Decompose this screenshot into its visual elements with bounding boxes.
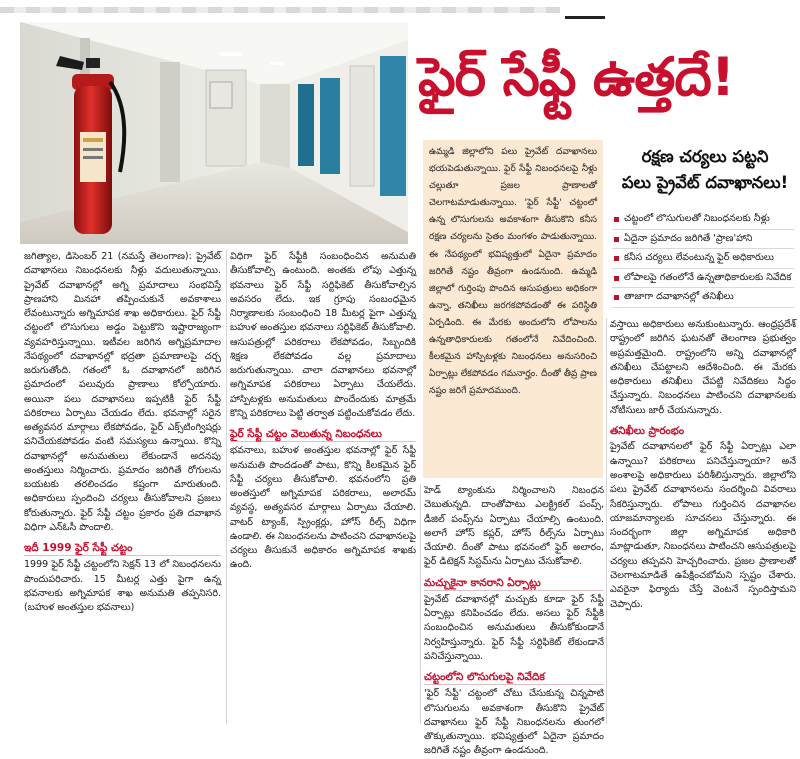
column-2-subheading: ఫైర్ సేఫ్టీ చట్టం వెలుతున్న నిబంధనలు xyxy=(230,427,416,442)
column-divider xyxy=(226,250,227,724)
right-paragraph-1: వస్తాయి అధికారులు అనుకుంటున్నారు. ఆంధ్రప్రదేశ్ రాష్ట్రంలో జరిగిన ఘటనతో తెలంగాణ ప్రభుత్వం అప్రమత్తమైంది. రాష్ట్రంలోని అన్ని దవాఖానల్లో తనిఖీలు చేపట్టాలని ఆదేశించింది. ఈ మేరకు అధికారులు తనిఖీలు చేపట్టి నివేదికలు సిద్ధం చేస్తున్నారు. నిబంధనలు పాటించని దవాఖానలకు నోటీసులు జారీ చేయనున్నారు. xyxy=(610,319,796,416)
column-2-paragraph-1: విధిగా ఫైర్ సేఫ్టీకి సంబంధించిన అనుమతి తీసుకోవాల్సి ఉంటుంది. అంతకు లోపు ఎత్తున్న భవనాలు ఫైర్ సేఫ్టీ సర్టిఫికెట్ తీసుకోవాల్సిన అవసరం లేదు. ఇక గ్రూపు సంబంధమైన నిర్మాణాలకు సంబంధించి 18 మీటర్ల పైగా ఎత్తున్న బహుళ అంతస్తుల భవనాలు సర్టిఫికెట్ తీసుకోవాలి. ఆసుపత్రుల్లో పరికరాలు లేకపోవడం, సిబ్బందికి శిక్షణ లేకపోవడం వల్ల ప్రమాదాలు జరుగుతున్నాయి. చాలా దవాఖానలు భవనాల్లో అగ్నిమాపక పరికరాలు ఏర్పాటు చేయలేదు. హాస్పిటళ్లకు అనుమతులు పొందేందుకు మాత్రమే కొన్ని పరికరాలు పెట్టి తర్వాత పట్టించుకోవడం లేదు. xyxy=(230,251,416,419)
subheadline-line-2: పలు ప్రైవేట్ దవాఖానలు! xyxy=(621,173,789,192)
headline: ఫైర్ సేఫ్టీ ఉత్తదే! xyxy=(418,47,735,108)
subheadline xyxy=(612,144,798,196)
column-1-paragraph-1: జగిత్యాల, డిసెంబర్ 21 (నమస్తే తెలంగాణ): ప్రైవేట్ దవాఖానలు నిబంధనలకు నీళ్లు వదులుతున్నాయి. ప్రైవేట్ దవాఖానల్లో అగ్ని ప్రమాదాలు సంభవిస్తే ప్రాణహాని మినహా తప్పించుకునే అవకాశాలు లేవంటున్నారు అగ్నిమాపక శాఖ అధికారులు. ఫైర్ సేఫ్టీ చట్టంలో లొసుగులు అడ్డం పెట్టుకొని ఇష్టారాజ్యంగా వ్యవహరిస్తున్నాయి. ఇటీవల జరిగిన అగ్నిప్రమాదాల నేపథ్యంలో దవాఖానల్లో భద్రతా ప్రమాణాలపై చర్చ జరుగుతోంది. గతంలో ఓ దవాఖానలో జరిగిన ప్రమాదంలో పలువురు ప్రాణాలు కోల్పోయారు. అయినా పలు దవాఖానలు ఇప్పటికీ ఫైర్ సేఫ్టీ పరికరాలు ఏర్పాటు చేయడం లేదు. భవనాల్లో సరైన అత్యవసర మార్గాలు లేకపోవడం, ఫైర్ ఎక్స్‌టింగ్విషర్లు పనిచేయకపోవడం వంటి సమస్యలు ఉన్నాయి. కొన్ని దవాఖానల్లో అనుమతులు లేకుండానే అదనపు అంతస్తులు నిర్మించారు. ప్రమాదం జరిగితే రోగులను బయటకు తరలించడం కష్టంగా మారుతుంది. అధికారులు స్పందించి చర్యలు తీసుకోవాలని ప్రజలు కోరుతున్నారు. ఫైర్ సేఫ్టీ చట్టం ప్రకారం ప్రతి దవాఖాన విధిగా ఎన్ఓసీ పొందాలి. xyxy=(24,251,221,533)
highlight-item xyxy=(612,210,794,230)
article-column-3 xyxy=(424,484,604,757)
fire-extinguisher-photo xyxy=(20,22,408,244)
article-column-2 xyxy=(230,250,416,724)
highlight-item xyxy=(612,230,794,250)
subheadline-line-1: రక్షణ చర్యలు పట్టని xyxy=(641,147,769,166)
highlight-text: లోపాలపై గతంలోనే ఉన్నతాధికారులకు నివేదిక xyxy=(624,271,792,283)
highlight-text: ఏదైనా ప్రమాదం జరిగితే 'ప్రాణ'హాని xyxy=(624,232,753,244)
column-3-paragraph-2: ప్రైవేట్ దవాఖానల్లో మచ్చుకు కూడా ఫైర్ సేఫ్టీ ఏర్పాట్లు కనిపించడం లేదు. అసలు ఫైర్ సేఫ్టీకి సంబంధించిన అనుమతులు తీసుకోకుండానే నిర్వహిస్తున్నారు. ఫైర్ సేఫ్టీ సర్టిఫికెట్ లేకుండానే పనిచేస్తున్నాయి. xyxy=(424,593,604,662)
ribbon-mark xyxy=(565,2,605,19)
column-divider xyxy=(606,318,607,724)
highlight-text: తాజాగా దవాఖానల్లో తనిఖీలు xyxy=(624,291,734,303)
right-paragraph-2: ప్రైవేట్ దవాఖానలలో ఫైర్ సేఫ్టీ ఏర్పాట్లు ఎలా ఉన్నాయి? పరికరాలు పనిచేస్తున్నాయా? అనే అంశాలపై అధికారులు పరిశీలిస్తున్నారు. జిల్లాలోని పలు ప్రైవేట్ దవాఖానలను సందర్శించి వివరాలు సేకరిస్తున్నారు. లోపాలు గుర్తించిన దవాఖానల యాజమాన్యాలకు సూచనలు చేస్తున్నారు. ఈ సందర్భంగా జిల్లా అగ్నిమాపక అధికారి మాట్లాడుతూ, నిబంధనలు పాటించని ఆసుపత్రులపై చర్యలు తప్పవని హెచ్చరించారు. ప్రజల ప్రాణాలతో చెలగాటమాడితే ఉపేక్షించబోమని స్పష్టం చేశారు. ఎవరైనా ఫిర్యాదు చేస్తే వెంటనే స్పందిస్తామని చెప్పారు. xyxy=(610,441,796,610)
column-1-subheading: ఇదీ 1999 ఫైర్ సేఫ్టీ చట్టం xyxy=(24,541,221,556)
right-subheading: తనిఖీలు ప్రారంభం xyxy=(610,425,685,438)
column-divider xyxy=(420,484,421,724)
highlight-item xyxy=(612,269,794,289)
article-column-1 xyxy=(24,250,221,724)
highlight-text: కనీస చర్యలు లేవంటున్న ఫైర్ అధికారులు xyxy=(624,252,774,264)
ribbon-strip xyxy=(0,7,560,13)
highlight-item xyxy=(612,288,794,308)
intro-box: ఉమ్మడి జిల్లాలోని పలు ప్రైవేట్ దవాఖానలు భయపెడుతున్నాయి. ఫైర్ సేఫ్టీ నిబంధనలపై నీళ్లు చల్లుతూ ప్రజల ప్రాణాలతో చెలగాటమాడుతున్నాయి. 'ఫైర్ సేఫ్టీ' చట్టంలో ఉన్న లొసుగులను అవకాశంగా తీసుకొని కనీస రక్షణ చర్యలను సైతం మంగళం పాడుతున్నాయి. ఈ నేపథ్యంలో భవిష్యత్తులో ఏదైనా ప్రమాదం జరిగితే నష్టం తీవ్రంగా ఉండనుంది. ఉమ్మడి జిల్లాలో గుర్తింపు పొందిన ఆసుపత్రులు అధికంగా ఉన్నా, తనిఖీలు జరగకపోవడంతో ఈ పరిస్థితి ఏర్పడింది. ఈ మేరకు అందులోని లోపాలను ఉన్నతాధికారులకు గతంలోనే నివేదించింది. కీలకమైన హాస్పిటళ్లకు నిబంధనలు అనుసరించి ఏర్పాట్లు లేకపోవడం గమనార్హం. దీంతో తీవ్ర ప్రాణ నష్టం జరిగే ప్రమాదముంది. xyxy=(423,140,603,478)
bullet-icon xyxy=(614,295,619,300)
column-1-paragraph-2: 1999 ఫైర్ సేఫ్టీ చట్టంలోని సెక్షన్ 13 లో నిబంధనలను పొందుపరిచారు. 15 మీటర్ల ఎత్తు పైగా ఉన్న భవనాలకు అగ్నిమాపక శాఖ అనుమతి తప్పనిసరి. (బహుళ అంతస్తుల భవనాలు) xyxy=(24,559,221,613)
right-column xyxy=(610,318,796,612)
column-3-subheading-1: మచ్చుకైనా కానరాని ఏర్పాట్లు xyxy=(424,576,604,591)
highlight-text: చట్టంలో లొసుగులతో నిబంధనలకు నీళ్లు xyxy=(624,213,770,224)
bullet-icon xyxy=(614,276,619,281)
highlight-item xyxy=(612,249,794,269)
column-3-paragraph-1: హెడ్ ట్యాంకును నిర్మించాలని నిబంధన చెబుతున్నది. దాంతోపాటు ఎలక్ట్రికల్ పంప్స్, డీజిల్ పంప్స్‌ను ఏర్పాటు చేయాల్సి ఉంటుంది. అలాగే హోస్ కప్లర్, హోస్ రీల్స్‌ను ఏర్పాటు చేయాలి. దీంతో పాటు భవనంలో ఫైర్ అలారం, ఫైర్ డిటెక్షన్ సిస్టమ్‌ను ఏర్పాటు చేసుకోవాలి. xyxy=(424,485,604,568)
highlights-list xyxy=(612,210,794,308)
bullet-icon xyxy=(614,256,619,261)
photo-illustration xyxy=(20,22,408,244)
top-ribbon xyxy=(0,0,800,20)
column-3-paragraph-3: 'ఫైర్ సేఫ్టీ' చట్టంలో చోటు చేసుకున్న చిన్నపాటి లొసుగులను అవకాశంగా తీసుకొని ప్రైవేట్ దవాఖానలు ఫైర్ సేఫ్టీ నిబంధనలను తుంగలో తొక్కుతున్నాయి. భవిష్యత్తులో ఏదైనా ప్రమాదం జరిగితే నష్టం తీవ్రంగా ఉండనుంది. xyxy=(424,688,604,757)
column-3-subheading-2: చట్టంలోని లొసుగులపై నివేదిక xyxy=(424,670,604,685)
bullet-icon xyxy=(614,217,619,222)
column-2-paragraph-2: భవనాలు, బహుళ అంతస్తుల భవనాల్లో ఫైర్ సేఫ్టీ అనుమతి పొందడంతో పాటు, కొన్ని కీలకమైన ఫైర్ సేఫ్టీ చర్యలు తీసుకోవాలి. భవనంలోని ప్రతి అంతస్తులో అగ్నిమాపక పరికరాలు, అలారమ్ వ్యవస్థ, అత్యవసర మార్గాలు ఏర్పాటు చేయాలి. వాటర్ ట్యాంక్, స్ప్రింక్లర్లు, హోస్ రీల్స్ విధిగా ఉండాలి. ఈ నిబంధనలను పాటించని దవాఖానలపై చర్యలు తీసుకునే అధికారం అగ్నిమాపక శాఖకు ఉంది. xyxy=(230,445,416,571)
bullet-icon xyxy=(614,237,619,242)
